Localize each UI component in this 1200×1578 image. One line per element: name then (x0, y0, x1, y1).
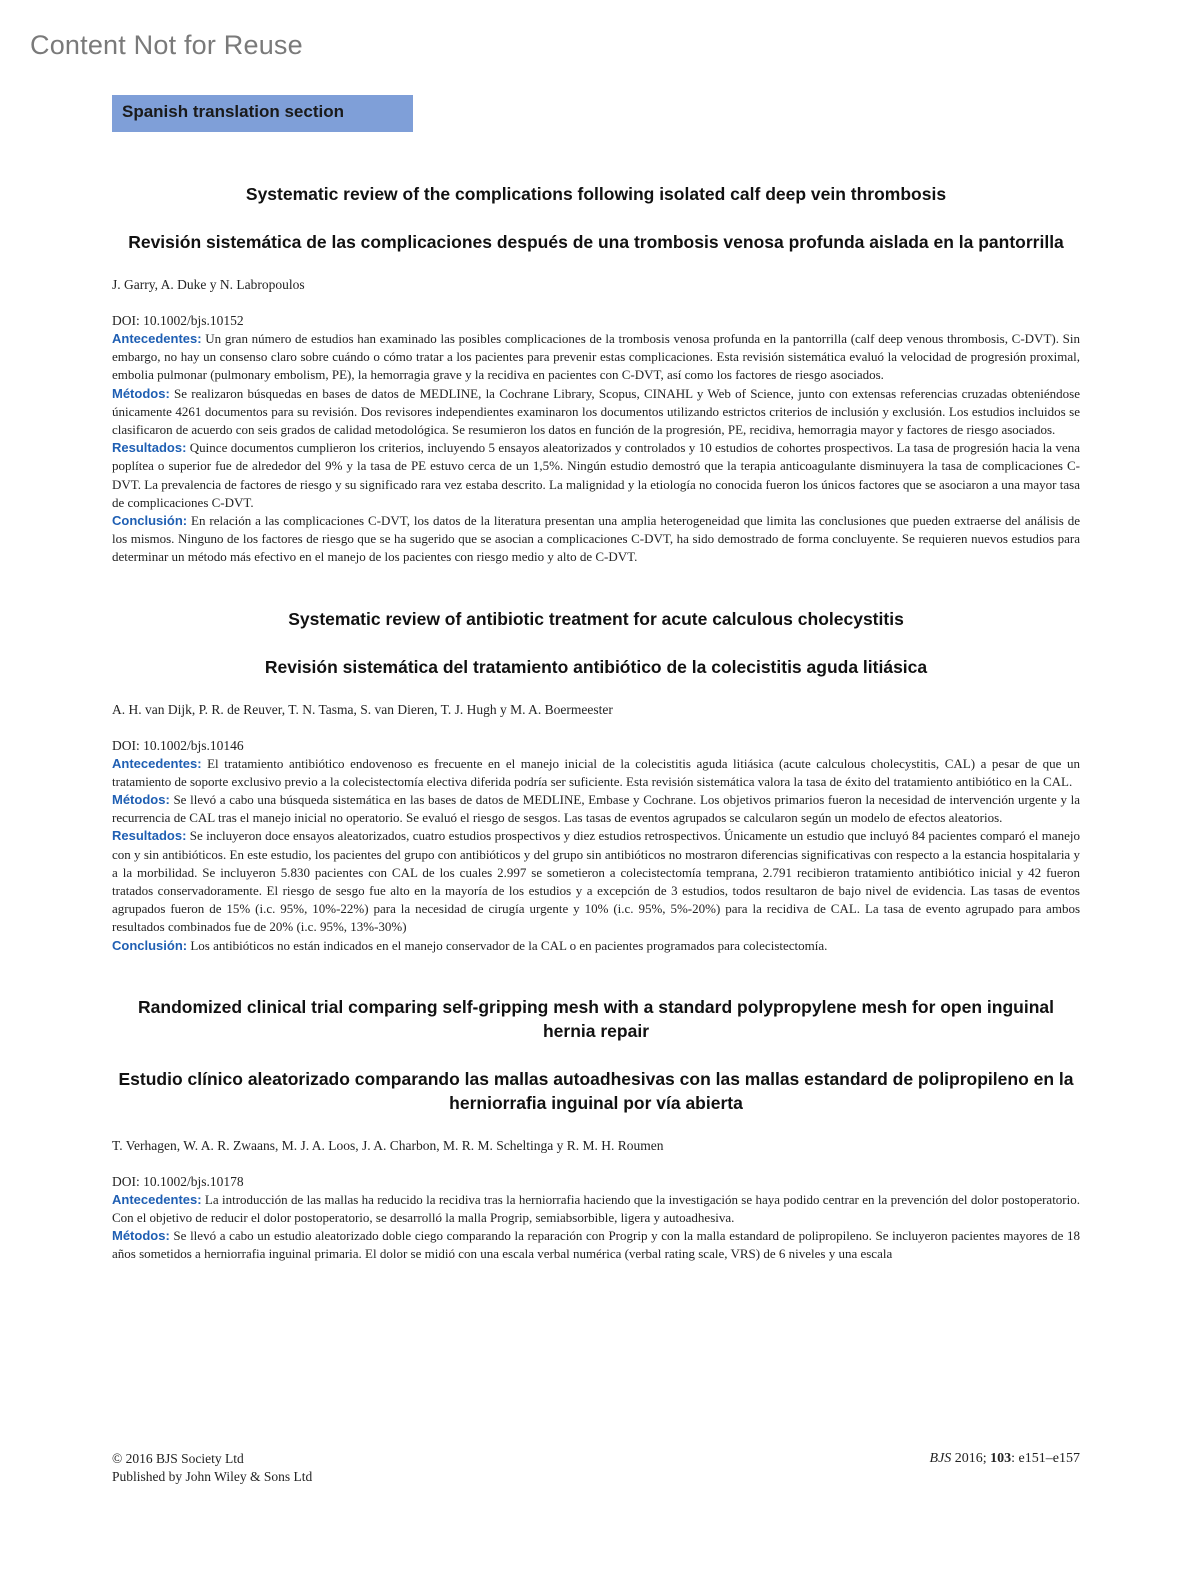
section-text: Se realizaron búsquedas en bases de datos de MEDLINE, la Cochrane Library, Scopus, CINAHL y Web of Science, junto con extensas referencias cruzadas obteniéndose únicamente 4261 documentos para su revisión. Dos revisores independientes examinaron los documentos utilizando estrictos criterios de inclusión y exclusión. Los estudios incluidos se clasificaron de acuerdo con seis grados de calidad metodológica. Se resumieron los datos en función de la progresión, PE, recidiva, hemorragia mayor y factores de riesgo asociados. (112, 385, 1080, 438)
article-title-spanish: Revisión sistemática del tratamiento antibiótico de la colecistitis aguda litiásica (264, 656, 928, 677)
article-title-spanish: Revisión sistemática de las complicaciones después de una trombosis venosa profunda aislada en la pantorrilla (128, 232, 1064, 252)
section-heading: Conclusión: (112, 937, 188, 953)
section-label: Spanish translation section (112, 95, 413, 132)
abstract-methods (112, 791, 1080, 827)
section-text: Se llevó a cabo una búsqueda sistemática en las bases de datos de MEDLINE, Embase y Cochrane. Los objetivos primarios fueron la necesidad de intervención urgente y la recurrencia de CAL tras el manejo inicial no operatorio. Se evaluó el riesgo de sesgos. Las tasas de eventos agrupados se calcularon según un modelo de efectos aleatorios. (112, 792, 1080, 826)
watermark: Content Not for Reuse (30, 30, 303, 60)
section-heading: Resultados: (112, 440, 187, 456)
section-heading: Métodos: (112, 385, 170, 401)
section-text: La introducción de las mallas ha reducido la recidiva tras la herniorrafia haciendo que la investigación se haya podido centrar en la prevención del dolor postoperatorio. Con el objetivo de reducir el dolor postoperatorio, se desarrolló la malla Progrip, semiabsorbible, ligera y autoadhesiva. (112, 1191, 1080, 1226)
article (112, 182, 1080, 567)
section-heading: Métodos: (112, 1228, 170, 1244)
section-heading: Conclusión: (112, 513, 188, 529)
article-title-english: Systematic review of antibiotic treatment for acute calculous cholecystitis (288, 608, 904, 629)
abstract-methods (112, 1227, 1080, 1263)
section-heading: Antecedentes: (112, 1191, 202, 1207)
abstract-conclusion (112, 512, 1080, 567)
article (112, 995, 1080, 1264)
section-text: Quince documentos cumplieron los criterios, incluyendo 5 ensayos aleatorizados y controlados y 10 estudios de cohortes prospectivos. La tasa de progresión hacia la vena poplítea o superior fue de alrededor del 9% y la tasa de PE estuvo cerca de un 1,5%. Ningún estudio demostró que la terapia anticoagulante disminuyera la tasa de complicaciones C-DVT. La prevalencia de factores de riesgo y su significado rara vez estaba descrito. La malignidad y la etiología no conocida fueron los únicos factores que se asociaron a una mayor tasa de complicaciones C-DVT. (112, 440, 1080, 510)
article-list (112, 178, 1080, 1304)
section-heading: Resultados: (112, 828, 187, 844)
article-authors: J. Garry, A. Duke y N. Labropoulos (112, 277, 305, 292)
article-authors: A. H. van Dijk, P. R. de Reuver, T. N. Tasma, S. van Dieren, T. J. Hugh y M. A. Boermeester (112, 701, 613, 717)
abstract-conclusion (112, 937, 1080, 955)
section-text: Un gran número de estudios han examinado las posibles complicaciones de la trombosis venosa profunda en la pantorrilla (calf deep venous thrombosis, C-DVT). Sin embargo, no hay un consenso claro sobre cuándo o cómo tratar a los pacientes para prevenir estas complicaciones. Esta revisión sistemática evaluó la velocidad de progresión proximal, embolia pulmonar (pulmonary embolism, PE), la hemorragia grave y la recidiva en pacientes con C-DVT, así como los factores de riesgo asociados. (112, 331, 1080, 383)
journal-volume: 103 (990, 1451, 1012, 1466)
article-authors: T. Verhagen, W. A. R. Zwaans, M. J. A. Loos, J. A. Charbon, M. R. M. Scheltinga y R. M. H. Roumen (112, 1137, 664, 1153)
journal-name: BJS (929, 1451, 952, 1466)
section-heading: Antecedentes: (112, 331, 202, 346)
abstract-background (112, 755, 1080, 791)
article-title-english: Systematic review of the complications following isolated calf deep vein thrombosis (245, 184, 947, 204)
article-title-spanish: Estudio clínico aleatorizado comparando las mallas autoadhesivas con las mallas estandard de polipropileno en la herniorrafia inguinal por vía abierta (118, 1068, 1074, 1113)
abstract-results (112, 827, 1080, 936)
section-text: Se incluyeron doce ensayos aleatorizados, cuatro estudios prospectivos y diez estudios retrospectivos. Únicamente un estudio que incluyó 84 pacientes comparó el manejo con y sin antibióticos. En este estudio, los pacientes del grupo con antibióticos y del grupo sin antibióticos no mostraron diferencias significativas con respecto a la estancia hospitalaria y a la morbilidad. Se incluyeron 5.830 pacientes con CAL de los cuales 2.997 se sometieron a colecistectomía temprana, 2.791 recibieron tratamiento antibiótico inicial y 42 fueron tratados conservadoramente. El riesgo de sesgo fue alto en la mayoría de los estudios y a excepción de 3 estudios, todos resultaron de bajo nivel de evidencia. Las tasas de eventos agrupados fueron de 15% (i.c. 95%, 10%-22%) para la necesidad de cirugía urgente y 10% (i.c. 95%, 5%-20%) para la recidiva de CAL. La tasa de evento agrupado para ambos resultados combinados fue de 20% (i.c. 95%, 13%-30%) (112, 828, 1080, 935)
journal-pages: : e151–e157 (1011, 1451, 1080, 1466)
abstract-methods (112, 385, 1080, 440)
section-text: El tratamiento antibiótico endovenoso es frecuente en el manejo inicial de la colecistitis aguda litiásica (acute calculous cholecystitis, CAL) a pesar de que un tratamiento de soporte exclusivo previo a la colecistectomía electiva diferida podría ser suficiente. Esta revisión sistemática valora la tasa de éxito del tratamiento antibiótico en la CAL. (112, 755, 1080, 789)
section-text: Los antibióticos no están indicados en el manejo conservador de la CAL o en pacientes programados para colecistectomía. (187, 937, 828, 953)
section-text: Se llevó a cabo un estudio aleatorizado doble ciego comparando la reparación con Progrip y con la malla estandard de polipropileno. Se incluyeron pacientes mayores de 18 años sometidos a herniorrafia inguinal primaria. El dolor se midió con una escala verbal numérica (verbal rating scale, VRS) de 6 niveles y una escala (112, 1228, 1080, 1262)
journal-year: 2016; (951, 1451, 991, 1466)
article-doi: DOI: 10.1002/bjs.10146 (112, 737, 244, 753)
copyright-line: © 2016 BJS Society Ltd (112, 1451, 244, 1466)
abstract-background (112, 1191, 1080, 1227)
abstract-background (112, 330, 1080, 385)
article (112, 607, 1080, 955)
footer-citation (930, 1450, 1080, 1468)
section-text: En relación a las complicaciones C-DVT, los datos de la literatura presentan una amplia heterogeneidad que limita las conclusiones que pueden extraerse del análisis de los mismos. Ninguno de los factores de riesgo que se ha sugerido que se asocian a complicaciones C-DVT, ha sido demostrado de forma concluyente. Se requieren nuevos estudios para determinar un método más efectivo en el manejo de los pacientes con riesgo medio y alto de C-DVT. (112, 513, 1080, 565)
article-doi: DOI: 10.1002/bjs.10178 (112, 1173, 244, 1189)
publisher-line: Published by John Wiley & Sons Ltd (112, 1469, 313, 1484)
article-title-english: Randomized clinical trial comparing self-gripping mesh with a standard polypropylene mesh for open inguinal hernia repair (138, 996, 1054, 1041)
section-heading: Antecedentes: (112, 755, 202, 771)
section-heading: Métodos: (112, 792, 170, 808)
article-doi: DOI: 10.1002/bjs.10152 (112, 313, 244, 328)
abstract-results (112, 439, 1080, 512)
footer-copyright (112, 1450, 312, 1486)
